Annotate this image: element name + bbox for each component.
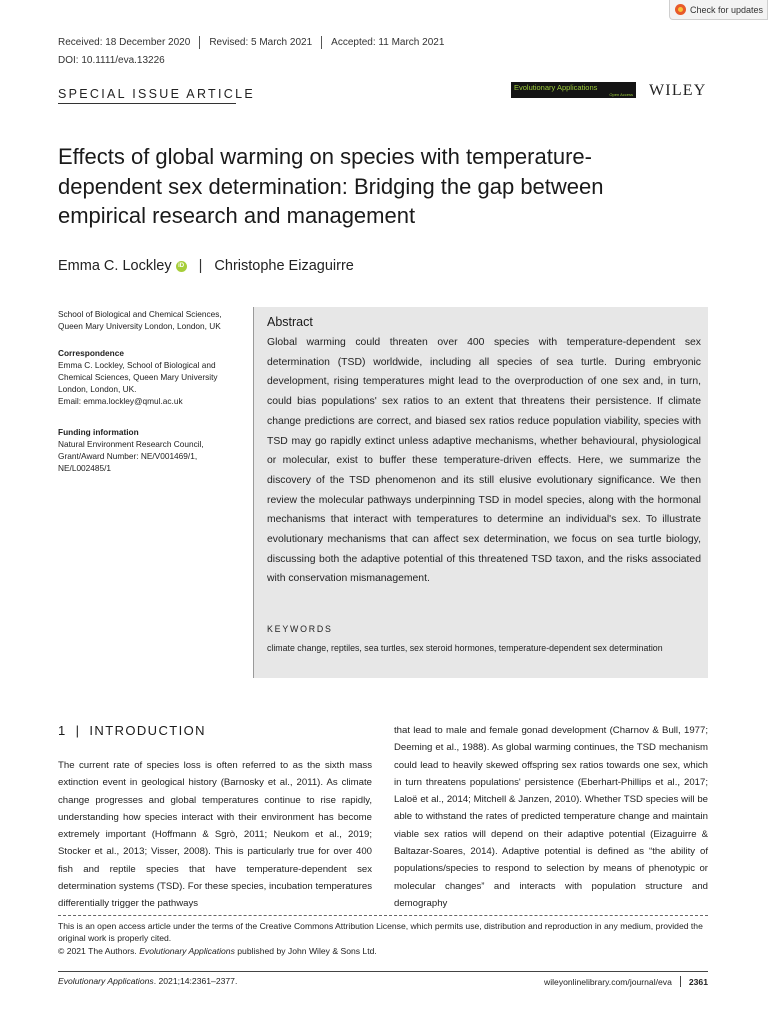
page-number: 2361 — [688, 976, 708, 987]
article-dates — [58, 36, 444, 49]
section-heading — [58, 723, 206, 738]
journal-logo-text: Evolutionary Applications — [514, 83, 598, 92]
journal-logo-subtext: Open Access — [609, 92, 633, 97]
section-title: INTRODUCTION — [89, 723, 206, 738]
funding-label: Funding information — [58, 427, 139, 437]
funding-block — [58, 426, 248, 474]
check-for-updates-label: Check for updates — [690, 4, 764, 15]
author-name[interactable]: Emma C. Lockley — [58, 258, 172, 274]
body-column-right: that lead to male and female gonad development (Charnov & Bull, 1977; Deeming et al., 1988). As global warming continues, the TSD mechanism could lead to heavily skewed offspring sex ratios towards one sex, which in turn threatens populations' persistence (Eberhart-Phillips et al., 2017; Laloë et al., 2014; Mitchell & Janzen, 2010). Whether TSD species will be able to withstand the rates of predicted temperature change and maintain viable sex ratios will depend on their adaptive potential (Eizaguirre & Baltazar-Soares, 2014). Adaptive potential is defined as “the ability of populations/species to respond to selection by means of phenotypic or molecular changes” and interacts with population structure and demography — [394, 725, 708, 909]
footer-volume: . 2021;14:2361–2377. — [153, 976, 238, 986]
keywords-list: climate change, reptiles, sea turtles, sex steroid hormones, temperature-dependent sex determination — [267, 643, 663, 653]
correspondence-label: Correspondence — [58, 348, 124, 358]
author-list — [58, 258, 354, 274]
correspondence-block — [58, 347, 248, 407]
license-block — [58, 920, 708, 957]
footer-citation — [58, 976, 237, 986]
section-number: 1 — [58, 723, 67, 738]
footer-right — [544, 976, 708, 987]
affiliation: School of Biological and Chemical Sciences, Queen Mary University London, London, UK — [58, 309, 222, 331]
abstract-heading: Abstract — [267, 315, 313, 329]
publisher-logo[interactable]: WILEY — [649, 82, 707, 99]
date-divider — [321, 36, 322, 49]
footer-url[interactable]: wileyonlinelibrary.com/journal/eva — [544, 976, 672, 987]
license-divider — [58, 915, 708, 916]
article-type: SPECIAL ISSUE ARTICLE — [58, 87, 255, 101]
license-text: This is an open access article under the terms of the Creative Commons Attribution License, which permits use, distribution and reproduction in any medium, provided the original work is properly cited. — [58, 921, 703, 944]
check-for-updates-button[interactable] — [669, 0, 768, 20]
section-bar: | — [75, 723, 81, 738]
abstract-text: Global warming could threaten over 400 species with temperature-dependent sex determination (TSD) worldwide, including all species of sea turtle. During embryonic development, rising temperatures might lead to the overproduction of one sex and, in turn, could bias populations' sex ratios to an extent that threatens their persistence. If climate change predictions are correct, and biased sex ratios reduce population viability, species with TSD may go rapidly extinct unless adaptive mechanisms, whether behavioural, physiological or molecular, exist to buffer these temperature-driven effects. Here, we summarize the discovery of the TSD phenomenon and its still elusive evolutionary significance. We then review the molecular pathways underpinning TSD in model species, along with the hormonal mechanisms that interact with temperatures to determine an individual's sex. To illustrate evolutionary mechanisms that can affect sex determination, we focus on sea turtle biology, discussing both the adaptive potential of this threatened TSD taxon, and the risks associated with conservation mismanagement. — [267, 337, 701, 585]
revised-date: Revised: 5 March 2021 — [209, 37, 313, 48]
date-divider — [199, 36, 200, 49]
article-type-underline — [58, 103, 236, 104]
copyright-suffix: published by John Wiley & Sons Ltd. — [234, 945, 377, 956]
correspondence-text: Emma C. Lockley, School of Biological and Chemical Sciences, Queen Mary University London, London, UK. — [58, 360, 218, 394]
copyright-prefix: © 2021 The Authors. — [58, 945, 140, 956]
page-divider — [680, 976, 681, 987]
orcid-icon[interactable]: iD — [176, 261, 187, 272]
body-column-left: The current rate of species loss is often referred to as the sixth mass extinction event in geological history (Barnosky et al., 2011). As climate change progresses and global temperatures continue to rise rapidly, understanding how species interact with their environment has become extremely important (Hoffmann & Sgrò, 2011; Neukom et al., 2019; Stocker et al., 2013; Visser, 2008). This is particularly true for over 400 fish and reptile species that have temperature-dependent sex determination systems (TSD). For these species, incubation temperatures differentially trigger the pathways — [58, 760, 372, 910]
received-date: Received: 18 December 2020 — [58, 37, 191, 48]
keywords-heading: KEYWORDS — [267, 624, 333, 634]
correspondence-email[interactable]: Email: emma.lockley@qmul.ac.uk — [58, 396, 183, 406]
footer-divider — [58, 971, 708, 972]
author-name[interactable]: Christophe Eizaguirre — [214, 258, 354, 274]
accepted-date: Accepted: 11 March 2021 — [331, 37, 445, 48]
author-separator: | — [198, 258, 203, 274]
copyright-journal: Evolutionary Applications — [139, 945, 235, 956]
check-updates-icon — [675, 4, 686, 15]
abstract-divider — [253, 307, 254, 678]
doi[interactable]: DOI: 10.1111/eva.13226 — [58, 55, 165, 66]
journal-logo[interactable] — [511, 82, 636, 98]
footer-journal: Evolutionary Applications — [58, 976, 154, 986]
funding-text: Natural Environment Research Council, Grant/Award Number: NE/V001469/1, NE/L002485/1 — [58, 439, 204, 473]
article-title: Effects of global warming on species with temperature-dependent sex determination: Bridging the gap between empirical research and management — [58, 144, 604, 228]
